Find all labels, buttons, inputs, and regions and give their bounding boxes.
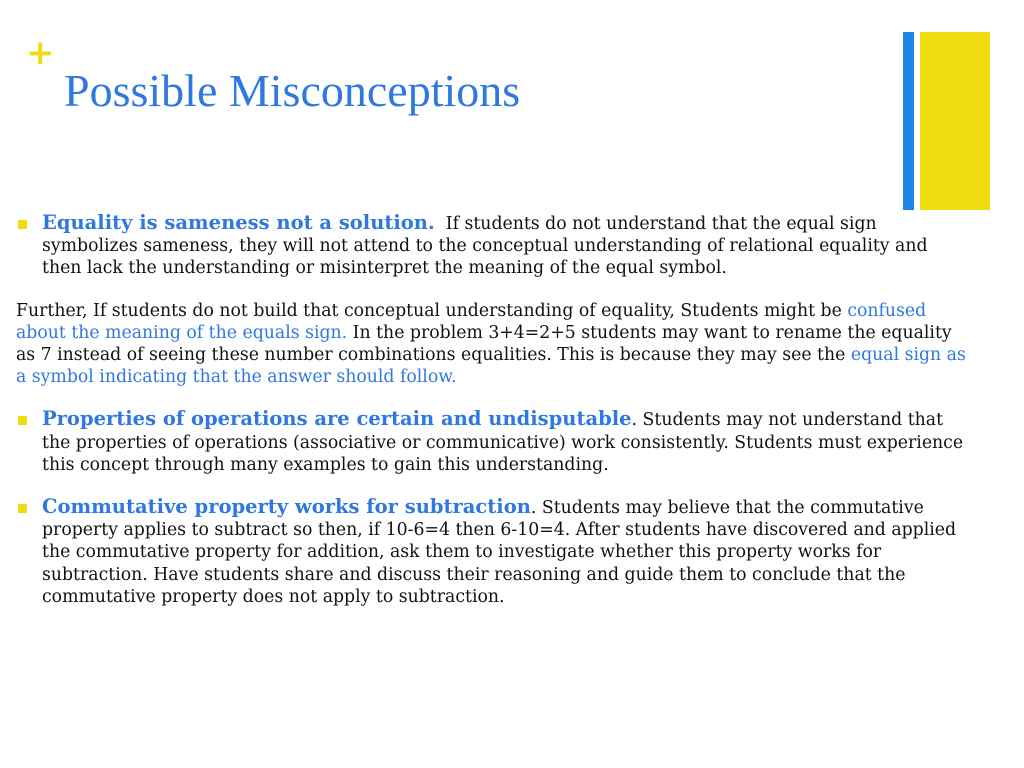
bullet-heading: Properties of operations are certain and undisputable: [42, 407, 632, 431]
square-bullet-icon: [18, 504, 27, 513]
bullet-text: . Students may not understand that the properties of operations (associative or communicative) work consistently. Students must experience this concept through many examples to gain this understanding.: [42, 410, 964, 475]
decorative-yellow-bar: [920, 32, 990, 210]
square-bullet-icon: [18, 416, 27, 425]
bullet-paragraph: [42, 496, 966, 608]
further-paragraph: [16, 300, 966, 389]
further-highlight-1: confused about the meaning of the equals sign.: [16, 300, 927, 343]
further-text-1: Further, If students do not build that conceptual understanding of equality, Students might be: [16, 300, 848, 321]
bullet-heading: Equality is sameness not a solution.: [42, 211, 435, 234]
bullet-text: If students do not understand that the equal sign symbolizes sameness, they will not attend to the conceptual understanding of relational equality and then lack the understanding or misinterpret the meaning of the equal symbol.: [42, 214, 928, 279]
square-bullet-icon: [18, 220, 27, 229]
plus-icon: +: [26, 33, 55, 73]
bullet-paragraph: [42, 408, 966, 476]
decorative-blue-bar: [903, 32, 914, 210]
slide-body: [16, 212, 966, 608]
bullet-heading: Commutative property works for subtraction: [42, 495, 531, 519]
bullet-item-commutative: [16, 496, 966, 608]
further-text-2: In the problem 3+4=2+5 students may want to rename the equality as 7 instead of seeing these number combinations equalities. This is because they may see the: [16, 322, 952, 366]
bullet-paragraph: [42, 212, 966, 280]
bullet-text: . Students may believe that the commutative property applies to subtract so then, if 10-6=4 then 6-10=4. After students have discovered and applied the commutative property for addition, ask them to investigate whether this property works for subtraction. Have students share and discuss their reasoning and guide them to conclude that the commutative property does not apply to subtraction.: [42, 498, 957, 607]
bullet-item-equality: [16, 212, 966, 280]
bullet-item-properties: [16, 408, 966, 476]
further-highlight-2: equal sign as a symbol indicating that the answer should follow.: [16, 345, 966, 388]
slide-title: Possible Misconceptions: [64, 65, 521, 116]
